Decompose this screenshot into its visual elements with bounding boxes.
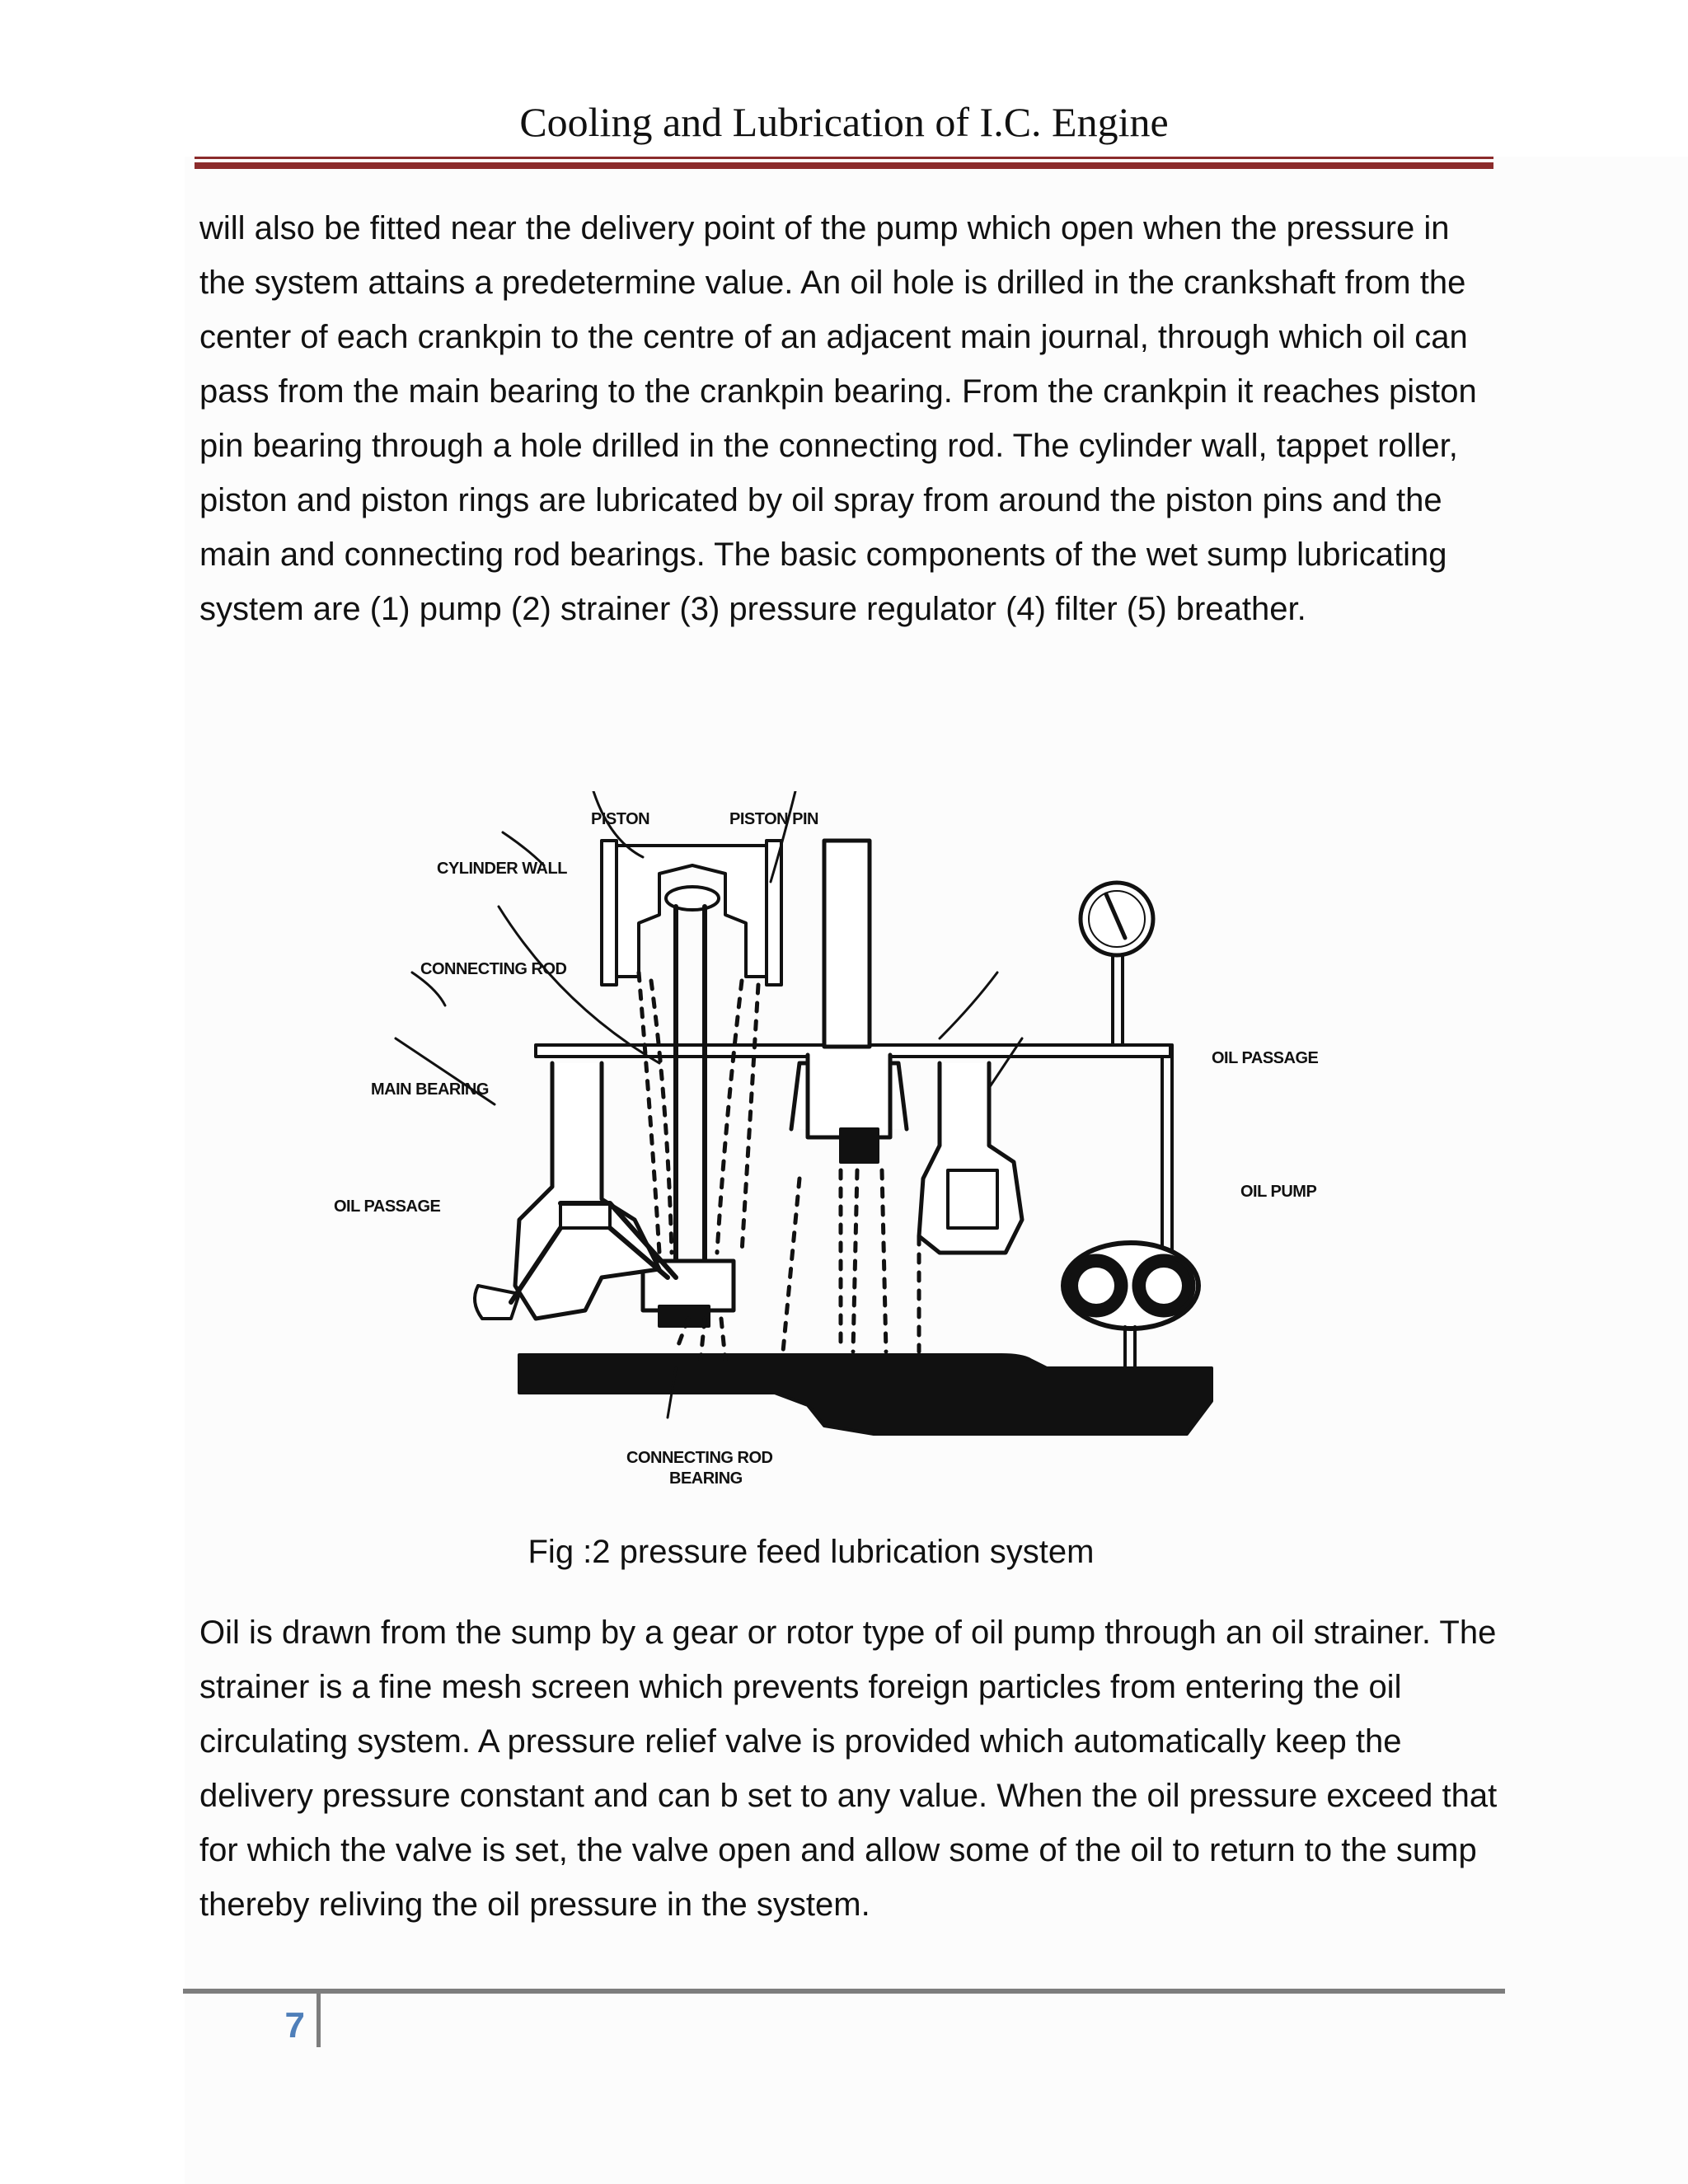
page-number: 7 — [284, 2005, 305, 2046]
label-conrod-bearing-line2: BEARING — [669, 1469, 743, 1488]
cylinder-wall-right — [767, 841, 781, 985]
oil-pickup-line — [1125, 1327, 1135, 1368]
label-oil-passage-right: OIL PASSAGE — [1212, 1049, 1319, 1067]
footer-rule — [183, 1989, 1505, 1994]
camshaft-upright — [824, 841, 870, 1047]
figure-caption: Fig :2 pressure feed lubrication system — [528, 1534, 1095, 1570]
gauge-oil-line — [1113, 948, 1123, 1045]
label-connecting-rod: CONNECTING ROD — [420, 960, 567, 978]
header-rule-thick — [195, 162, 1493, 169]
label-main-bearing: MAIN BEARING — [371, 1080, 489, 1099]
label-conrod-bearing-line1: CONNECTING ROD — [626, 1449, 773, 1467]
label-oil-passage-left: OIL PASSAGE — [334, 1197, 441, 1216]
main-journal-right — [948, 1170, 997, 1228]
pump-delivery-line — [1162, 1045, 1172, 1253]
label-cylinder-wall: CYLINDER WALL — [437, 860, 567, 878]
main-journal-left — [560, 1203, 610, 1228]
oil-sump — [519, 1355, 1212, 1434]
body-paragraph-2: Oil is drawn from the sump by a gear or rotor type of oil pump through an oil strainer. The strainer is a fine mesh screen which prevents foreign particles from entering the oil circulating system. A pressure relief valve is provided which automatically keep the delivery pressure constant and can b set to any value. When the oil pressure exceed that for which the valve is set, the valve open and allow some of the oil to return to the sump thereby reliving the oil pressure in the system. — [199, 1615, 1498, 1923]
connecting-rod — [676, 907, 705, 1269]
page-header-title: Cooling and Lubrication of I.C. Engine — [519, 99, 1169, 145]
label-oil-pump: OIL PUMP — [1240, 1183, 1317, 1201]
label-piston: PISTON — [591, 810, 650, 828]
crank-web-left — [515, 1063, 659, 1319]
lubrication-system-diagram — [313, 791, 1352, 1500]
tappet-bearing — [808, 1055, 890, 1137]
label-piston-pin: PISTON PIN — [729, 810, 818, 828]
cylinder-wall-left — [602, 841, 617, 985]
page-number-divider — [316, 1994, 321, 2047]
body-paragraph-1: will also be fitted near the delivery point of the pump which open when the pressure in the system attains a predetermine value. An oil hole is drilled in the crankshaft from the center of each crankpin to the centre of an adjacent main journal, through which oil can pass from the main bearing to the crankpin bearing. From the crankpin it reaches piston pin bearing through a hole drilled in the connecting rod. The cylinder wall, tappet roller, piston and piston rings are lubricated by oil spray from around the piston pins and the main and connecting rod bearings. The basic components of the wet sump lubricating system are (1) pump (2) strainer (3) pressure regulator (4) filter (5) breather. — [199, 210, 1477, 627]
header-rule-thin — [195, 157, 1493, 159]
